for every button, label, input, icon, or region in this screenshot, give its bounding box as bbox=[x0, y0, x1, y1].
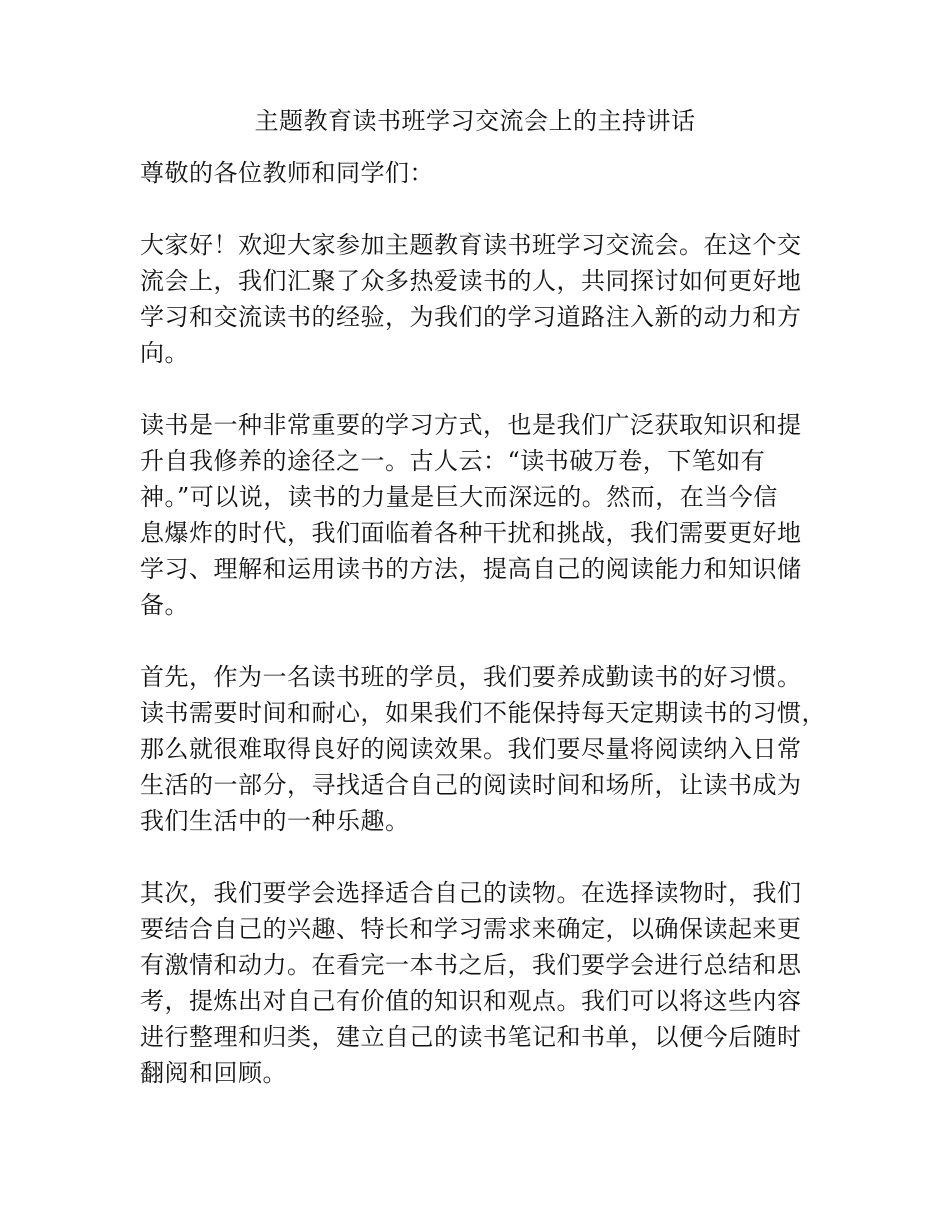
paragraph-line: 学习、理解和运用读书的方法，提高自己的阅读能力和知识储 bbox=[140, 555, 802, 583]
paragraph-line: 考，提炼出对自己有价值的知识和观点。我们可以将这些内容 bbox=[140, 987, 802, 1015]
paragraph-line: 流会上，我们汇聚了众多热爱读书的人，共同探讨如何更好地 bbox=[140, 267, 802, 295]
paragraph-1 bbox=[140, 227, 830, 371]
paragraph-line: 翻阅和回顾。 bbox=[140, 1059, 287, 1087]
paragraph-gap bbox=[140, 839, 830, 875]
paragraph-line: 读书需要时间和耐心，如果我们不能保持每天定期读书的习惯， bbox=[140, 699, 826, 727]
document-title: 主题教育读书班学习交流会上的主持讲话 bbox=[254, 107, 696, 135]
greeting: 尊敬的各位教师和同学们： bbox=[140, 159, 434, 187]
paragraph-4 bbox=[140, 875, 830, 1091]
paragraph-line: 首先，作为一名读书班的学员，我们要养成勤读书的好习惯。 bbox=[140, 663, 802, 691]
paragraph-gap bbox=[140, 371, 830, 407]
paragraph-line: 息爆炸的时代，我们面临着各种干扰和挑战，我们需要更好地 bbox=[140, 519, 802, 547]
paragraph-line: 我们生活中的一种乐趣。 bbox=[140, 807, 410, 835]
paragraph-line: 生活的一部分，寻找适合自己的阅读时间和场所，让读书成为 bbox=[140, 771, 802, 799]
paragraph-line: 进行整理和归类，建立自己的读书笔记和书单，以便今后随时 bbox=[140, 1023, 802, 1051]
paragraph-line: 要结合自己的兴趣、特长和学习需求来确定，以确保读起来更 bbox=[140, 915, 802, 943]
paragraph-gap bbox=[140, 191, 830, 227]
paragraph-line: 向。 bbox=[140, 339, 189, 367]
paragraph-line: 大家好！欢迎大家参加主题教育读书班学习交流会。在这个交 bbox=[140, 231, 802, 259]
paragraph-line: 读书是一种非常重要的学习方式，也是我们广泛获取知识和提 bbox=[140, 411, 802, 439]
paragraph-2 bbox=[140, 407, 830, 623]
paragraph-line: 学习和交流读书的经验，为我们的学习道路注入新的动力和方 bbox=[140, 303, 802, 331]
paragraph-line: 有激情和动力。在看完一本书之后，我们要学会进行总结和思 bbox=[140, 951, 802, 979]
document-body bbox=[140, 155, 830, 1091]
paragraph-line: 其次，我们要学会选择适合自己的读物。在选择读物时，我们 bbox=[140, 879, 802, 907]
paragraph-line: 备。 bbox=[140, 591, 189, 619]
paragraph-line: 那么就很难取得良好的阅读效果。我们要尽量将阅读纳入日常 bbox=[140, 735, 802, 763]
paragraph-line: 神。”可以说，读书的力量是巨大而深远的。然而，在当今信 bbox=[140, 483, 778, 511]
paragraph-3 bbox=[140, 659, 830, 839]
paragraph-line: 升自我修养的途径之一。古人云：“读书破万卷，下笔如有 bbox=[140, 447, 766, 475]
paragraph-gap bbox=[140, 623, 830, 659]
